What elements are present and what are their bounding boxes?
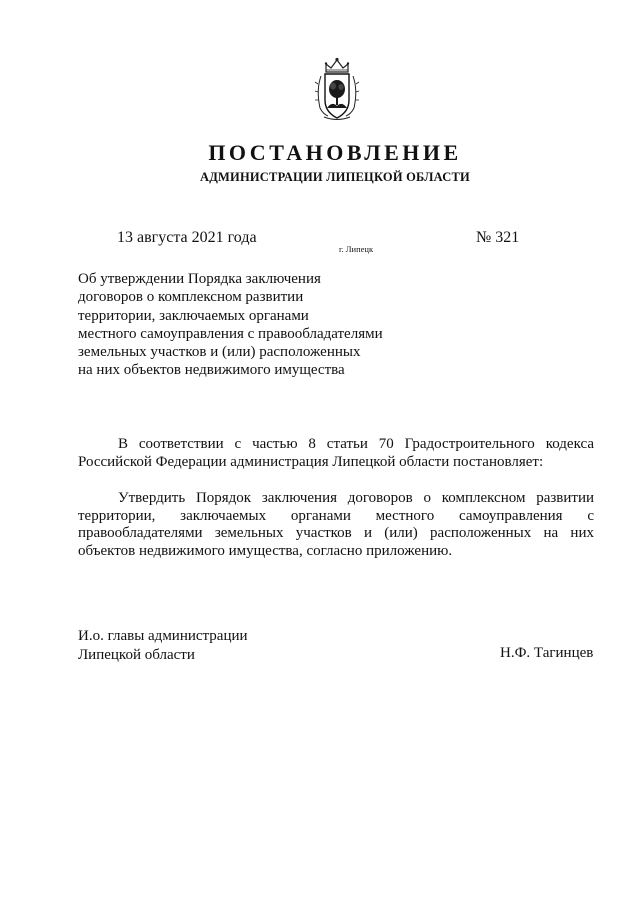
- document-number: № 321: [476, 229, 520, 246]
- coat-of-arms-icon: [312, 56, 362, 122]
- subject-line: Об утверждении Порядка заключения: [78, 271, 321, 287]
- document-subject: [78, 270, 418, 380]
- signatory-position: [78, 627, 248, 664]
- signatory-position-line: Липецкой области: [78, 646, 195, 663]
- signatory-position-line: И.о. главы администрации: [78, 628, 248, 644]
- document-subtitle: АДМИНИСТРАЦИИ ЛИПЕЦКОЙ ОБЛАСТИ: [200, 170, 470, 184]
- preamble-paragraph: В соответствии с частью 8 статьи 70 Градостроительного кодекса Российской Федерации администрация Липецкой области постановляет:: [78, 436, 594, 470]
- resolution-paragraph: Утвердить Порядок заключения договоров о комплексном развитии территории, заключаемых органами местного самоуправления с правообладателями земельных участков и (или) расположенных на них объектов недвижимого имущества, согласно приложению.: [78, 490, 594, 559]
- signatory-name: Н.Ф. Тагинцев: [500, 645, 594, 661]
- subject-line: на них объектов недвижимого имущества: [78, 362, 345, 379]
- subject-line: земельных участков и (или) расположенных: [78, 344, 361, 361]
- document-city: г. Липецк: [339, 244, 374, 254]
- document-title: ПОСТАНОВЛЕНИЕ: [208, 140, 462, 165]
- subject-line: договоров о комплексном развитии: [78, 289, 304, 306]
- subject-line: местного самоуправления с правообладателями: [78, 325, 383, 342]
- document-date: 13 августа 2021 года: [117, 229, 257, 246]
- subject-line: территории, заключаемых органами: [78, 307, 309, 324]
